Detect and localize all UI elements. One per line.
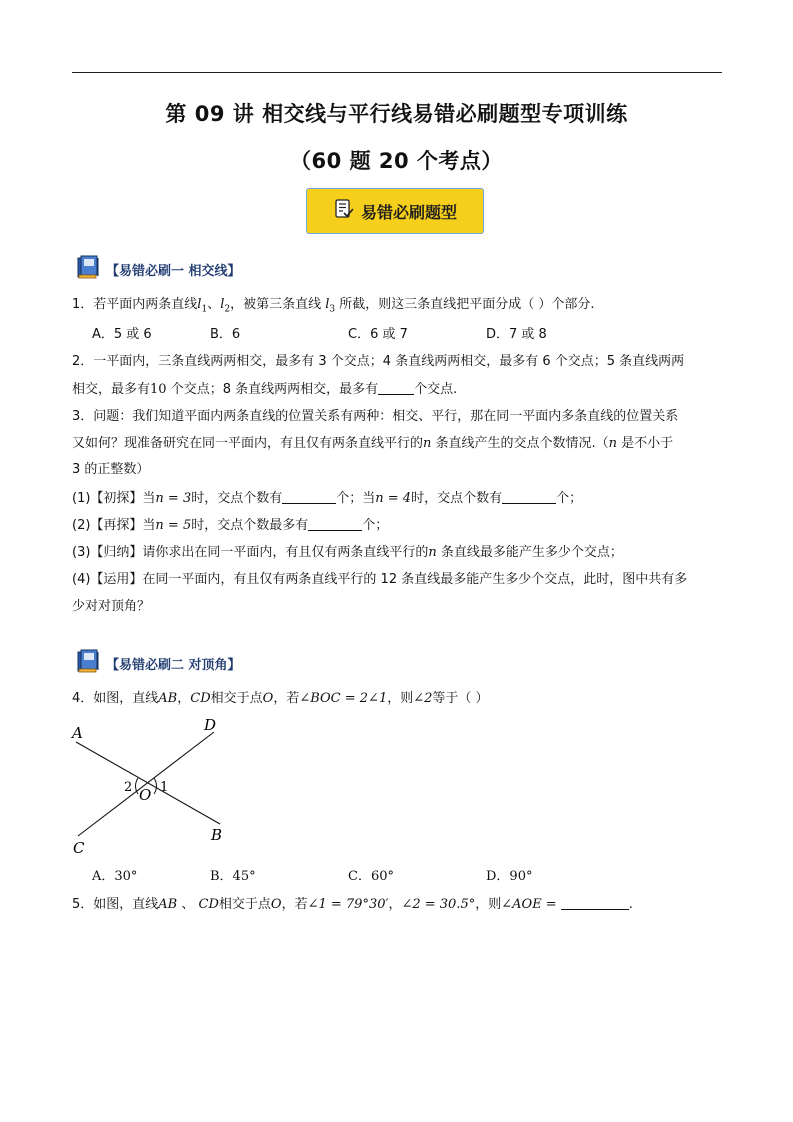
q5-o: O (270, 897, 282, 912)
q5-text-c: ，若 (281, 897, 308, 912)
q4-text-d: ，则 (387, 691, 414, 706)
label-angle-1: 1 (160, 780, 169, 795)
question-2-line-1: 2．一平面内，三条直线两两相交，最多有 3 个交点；4 条直线两两相交，最多有 6 个交点；5 条直线两两 (72, 354, 685, 369)
q3-p1-text-c: 个；当 (336, 491, 376, 506)
q4-option-a[interactable]: A．30° (92, 869, 138, 884)
q3-p1-blank-2[interactable] (502, 490, 556, 504)
question-3-line-2 (72, 436, 673, 452)
q4-text-e: 等于（ ） (432, 691, 489, 706)
q3-p1-text-b: 时，交点个数有 (191, 491, 283, 506)
q3-text-b: 条直线产生的交点个数情况.（ (431, 436, 609, 451)
q4-ab: AB (158, 691, 178, 706)
intersecting-lines-figure (68, 716, 238, 856)
q4-text-b: 相交于点 (210, 691, 263, 706)
q3-p2-text-c: 个； (362, 518, 389, 533)
label-o: O (139, 786, 152, 804)
q3-part-1 (72, 490, 582, 507)
question-3-line-1: 3．问题：我们知道平面内两条直线的位置关系有两种：相交、平行，那在同一平面内多条直线的位置关系 (72, 409, 679, 424)
q1-text-a: 1．若平面内两条直线 (72, 297, 198, 312)
label-b: B (211, 826, 223, 844)
label-a: A (72, 724, 83, 742)
question-3-line-3: 3 的正整数） (72, 462, 150, 477)
q3-p2-eq: n = 5 (155, 518, 192, 533)
type-badge (306, 188, 484, 234)
q3-p1-text-a: (1)【初探】当 (72, 491, 156, 506)
q3-p1-eq-2: n = 4 (375, 491, 412, 506)
checklist-icon (333, 198, 355, 224)
q1-l1: l (197, 297, 202, 312)
q3-p3-text-b: 条直线最多能产生多少个交点； (436, 545, 623, 560)
book-icon (76, 254, 102, 284)
q4-option-b[interactable]: B．45° (210, 869, 256, 884)
q4-option-d[interactable]: D．90° (486, 869, 533, 884)
page-subtitle: （60 题 20 个考点） (290, 149, 503, 173)
line-cd (78, 732, 214, 836)
q4-text-a: 4．如图，直线 (72, 691, 159, 706)
q5-text-d: ， (388, 897, 402, 912)
section-header-1 (76, 254, 241, 284)
q5-condition-2: ∠2 = 30.5° (401, 897, 476, 912)
q3-p2-blank[interactable] (308, 517, 362, 531)
q1-text-b: ，被第三条直线 (230, 297, 326, 312)
section-title-1: 【易错必刷一 相交线】 (106, 263, 241, 279)
q1-l2-sub: 2 (224, 304, 231, 315)
q4-o: O (262, 691, 274, 706)
q1-text-c: 所截，则这三条直线把平面分成（ ）个部分. (335, 297, 595, 312)
q5-condition-1: ∠1 = 79°30′ (307, 897, 389, 912)
q1-sep: 、 (207, 297, 221, 312)
q1-l3: l (325, 297, 330, 312)
q5-sep: 、 (177, 897, 199, 912)
q1-l2: l (220, 297, 225, 312)
q3-part-3 (72, 545, 623, 561)
q3-n-2: n (608, 436, 618, 451)
q4-cd: CD (190, 691, 211, 706)
q3-p3-n: n (428, 545, 437, 560)
section-header-2 (76, 648, 241, 678)
q1-l1-sub: 1 (201, 304, 208, 315)
q3-p2-text-b: 时，交点个数最多有 (191, 518, 309, 533)
q3-part-2 (72, 517, 388, 534)
q2-number: 10 (150, 382, 167, 397)
section-title-2: 【易错必刷二 对顶角】 (106, 657, 241, 673)
q2-answer-blank[interactable] (378, 381, 414, 395)
q5-text-f: . (628, 897, 633, 912)
q3-part-4-line-2: 少对对顶角？ (72, 599, 151, 614)
page-title: 第 09 讲 相交线与平行线易错必刷题型专项训练 (165, 102, 628, 126)
q4-condition: ∠BOC = 2∠1 (299, 691, 388, 706)
q5-answer-blank[interactable] (561, 896, 629, 910)
question-2-line-2 (72, 381, 457, 398)
q3-p1-blank-1[interactable] (282, 490, 336, 504)
q1-option-c[interactable]: C．6 或 7 (348, 327, 408, 342)
q1-option-b[interactable]: B．6 (210, 327, 241, 342)
book-icon (76, 648, 102, 678)
question-5 (72, 896, 633, 913)
q3-n: n (423, 436, 432, 451)
q3-p1-text-d: 时，交点个数有 (411, 491, 503, 506)
q4-angle-2: ∠2 (413, 691, 433, 706)
q3-p1-eq-1: n = 3 (155, 491, 192, 506)
q5-text-a: 5．如图，直线 (72, 897, 159, 912)
q3-text-c: 是不小于 (617, 436, 674, 451)
q3-part-4-line-1: (4)【运用】在同一平面内，有且仅有两条直线平行的 12 条直线最多能产生多少个交点，此时，图中共有多 (72, 572, 688, 587)
top-rule (72, 72, 722, 73)
q3-p1-text-e: 个； (556, 491, 583, 506)
q3-text-a: 又如何？现准备研究在同一平面内，有且仅有两条直线平行的 (72, 436, 424, 451)
q5-cd: CD (198, 897, 219, 912)
q2-text-b: 个交点；8 条直线两两相交，最多有 (166, 382, 379, 397)
q1-option-a[interactable]: A．5 或 6 (92, 327, 152, 342)
badge-label: 易错必刷题型 (360, 202, 457, 222)
q5-text-e: ，则 (475, 897, 502, 912)
q5-ask: ∠AOE = (501, 897, 557, 912)
label-c: C (73, 839, 85, 856)
label-d: D (204, 716, 217, 734)
question-4: 4．如图，直线AB，CD相交于点O，若∠BOC = 2∠1，则∠2等于（ ） (72, 691, 489, 706)
q4-text-c: ，若 (273, 691, 300, 706)
label-angle-2: 2 (124, 780, 133, 795)
q1-option-d[interactable]: D．7 或 8 (486, 327, 547, 342)
q2-text-a: 相交，最多有 (72, 382, 151, 397)
q5-ab: AB (158, 897, 178, 912)
q3-p2-text-a: (2)【再探】当 (72, 518, 156, 533)
question-1 (72, 297, 595, 318)
q5-text-b: 相交于点 (218, 897, 271, 912)
q2-text-c: 个交点. (414, 382, 458, 397)
q4-option-c[interactable]: C．60° (348, 869, 394, 884)
q3-p3-text-a: (3)【归纳】请你求出在同一平面内，有且仅有两条直线平行的 (72, 545, 429, 560)
q1-l3-sub: 3 (329, 304, 336, 315)
